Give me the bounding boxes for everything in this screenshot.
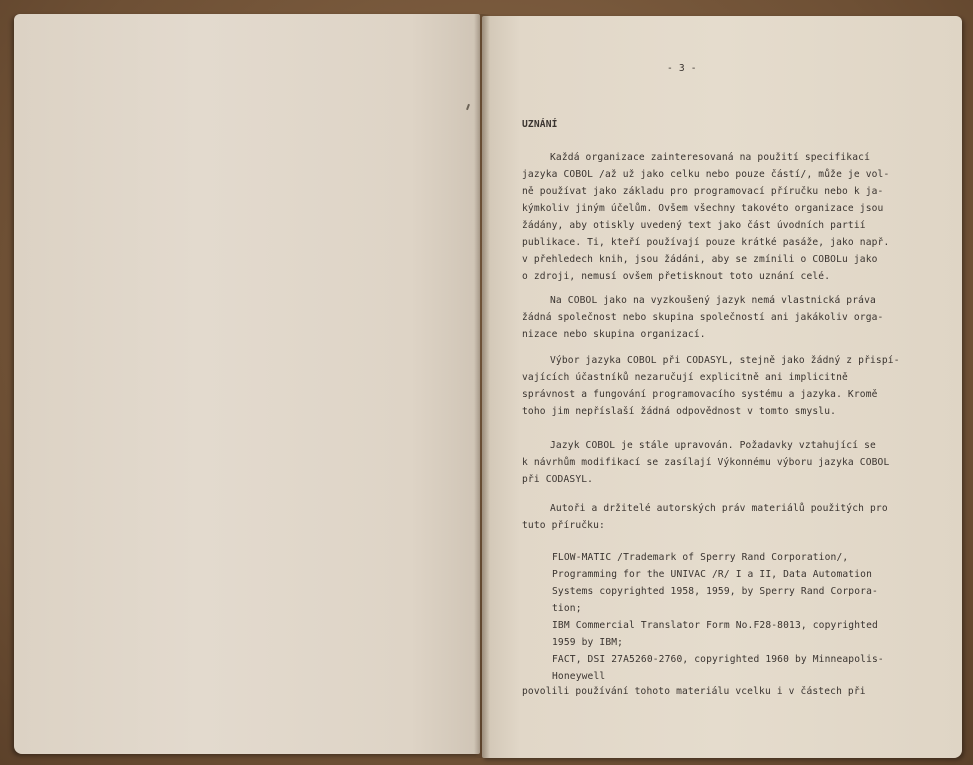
paragraph-2-line-2: žádná společnost nebo skupina společností ani jakákoliv orga-	[522, 312, 884, 323]
citation-line-8: Honeywell	[552, 671, 606, 682]
paragraph-4-line-2: k návrhům modifikací se zasílají Výkonnému výboru jazyka COBOL	[522, 457, 890, 468]
paragraph-3-line-3: správnost a fungování programovacího systému a jazyka. Kromě	[522, 389, 878, 400]
paragraph-1-line-5: žádány, aby otiskly uvedený text jako část úvodních partií	[522, 220, 866, 231]
paragraph-1-line-3: ně používat jako základu pro programovací příručku nebo k ja-	[522, 186, 884, 197]
paragraph-3-line-1: Výbor jazyka COBOL při CODASYL, stejně jako žádný z přispí-	[550, 355, 900, 366]
citation-line-6: 1959 by IBM;	[552, 637, 624, 648]
paragraph-2-line-3: nizace nebo skupina organizací.	[522, 329, 706, 340]
paragraph-1-line-2: jazyka COBOL /až už jako celku nebo pouze částí/, může je vol-	[522, 169, 890, 180]
paragraph-4-line-3: při CODASYL.	[522, 474, 594, 485]
section-heading: UZNÁNÍ	[522, 119, 558, 130]
paragraph-3-line-2: vajících účastníků nezaručují explicitně ani implicitně	[522, 372, 848, 383]
paragraph-1-line-8: o zdroji, nemusí ovšem přetisknout toto uznání celé.	[522, 271, 831, 282]
citation-line-3: Systems copyrighted 1958, 1959, by Sperry Rand Corpora-	[552, 586, 878, 597]
closing-line: povolili používání tohoto materiálu vcelku i v částech při	[522, 686, 866, 697]
paragraph-1-line-4: kýmkoliv jiným účelům. Ovšem všechny takovéto organizace jsou	[522, 203, 884, 214]
citation-line-1: FLOW-MATIC /Trademark of Sperry Rand Corporation/,	[552, 552, 849, 563]
citation-line-2: Programming for the UNIVAC /R/ I a II, Data Automation	[552, 569, 872, 580]
citation-line-7: FACT, DSI 27A5260-2760, copyrighted 1960 by Minneapolis-	[552, 654, 884, 665]
page-number: - 3 -	[667, 63, 697, 74]
paragraph-5-line-1: Autoři a držitelé autorských práv materiálů použitých pro	[550, 503, 888, 514]
paragraph-3-line-4: toho jim nepříslaší žádná odpovědnost v tomto smyslu.	[522, 406, 837, 417]
paragraph-1-line-7: v přehledech knih, jsou žádáni, aby se zmínili o COBOLu jako	[522, 254, 878, 265]
citation-line-5: IBM Commercial Translator Form No.F28-8013, copyrighted	[552, 620, 878, 631]
citation-line-4: tion;	[552, 603, 582, 614]
paragraph-1-line-1: Každá organizace zainteresovaná na použití specifikací	[550, 152, 870, 163]
paragraph-1-line-6: publikace. Ti, kteří používají pouze krátké pasáže, jako např.	[522, 237, 890, 248]
paragraph-4-line-1: Jazyk COBOL je stále upravován. Požadavky vztahující se	[550, 440, 876, 451]
book-gutter	[474, 14, 490, 758]
paragraph-5-line-2: tuto příručku:	[522, 520, 605, 531]
left-blank-page	[14, 14, 480, 754]
paragraph-2-line-1: Na COBOL jako na vyzkoušený jazyk nemá vlastnická práva	[550, 295, 876, 306]
